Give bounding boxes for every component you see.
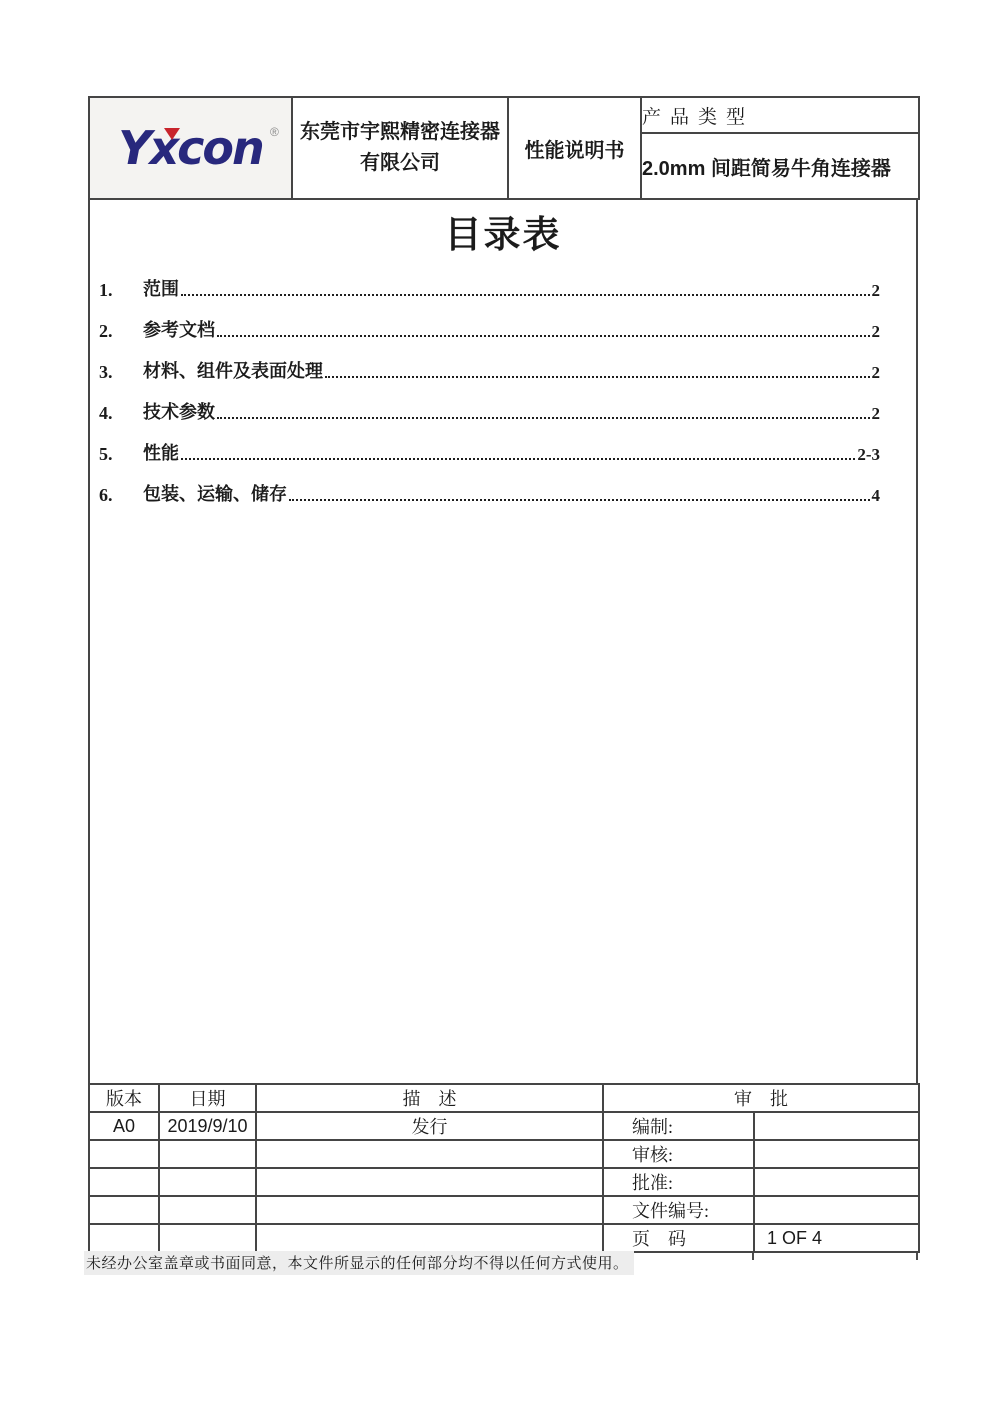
toc-title: 目录表 xyxy=(444,215,562,256)
toc-item xyxy=(99,301,880,342)
col-header-approval: 审 批 xyxy=(603,1084,919,1112)
date-cell xyxy=(159,1224,256,1252)
toc-item-number: 6. xyxy=(99,485,113,505)
page-number-label-cell: 页 码 xyxy=(603,1224,754,1252)
revision-table xyxy=(88,1083,920,1253)
revision-row xyxy=(89,1196,919,1224)
revision-table-header xyxy=(89,1084,919,1112)
toc-item-label: 范围 xyxy=(143,279,179,299)
version-cell xyxy=(89,1196,159,1224)
col-header-version: 版本 xyxy=(89,1084,159,1112)
toc-item-label: 性能 xyxy=(143,443,179,463)
toc-item-page: 2 xyxy=(871,363,880,382)
toc-item-number: 2. xyxy=(99,321,113,341)
col-header-description: 描 述 xyxy=(256,1084,603,1112)
header-table xyxy=(88,96,920,200)
dot-leader xyxy=(181,458,855,460)
description-cell: 发行 xyxy=(256,1112,603,1140)
description-cell xyxy=(256,1196,603,1224)
toc-item-page: 2 xyxy=(871,281,880,300)
toc-item-page: 4 xyxy=(871,486,880,505)
toc-item xyxy=(99,260,880,301)
logo-cell xyxy=(89,97,292,199)
revision-row xyxy=(89,1224,919,1252)
dot-leader xyxy=(217,335,870,337)
date-cell: 2019/9/10 xyxy=(159,1112,256,1140)
logo-text: Yxcon xyxy=(118,121,263,175)
version-cell: A0 xyxy=(89,1112,159,1140)
toc-item-page: 2-3 xyxy=(857,445,880,464)
toc-item xyxy=(99,424,880,465)
dot-leader xyxy=(325,376,870,378)
approval-label-cell: 批准: xyxy=(603,1168,754,1196)
toc-section xyxy=(88,200,918,1083)
approval-label-cell: 审核: xyxy=(603,1140,754,1168)
toc-item-number: 4. xyxy=(99,403,113,423)
toc-item-page: 2 xyxy=(871,404,880,423)
description-cell xyxy=(256,1224,603,1252)
approval-value-cell xyxy=(754,1196,919,1224)
company-name-line1: 东莞市宇熙精密连接器 xyxy=(300,121,500,143)
approval-label-cell: 编制: xyxy=(603,1112,754,1140)
revision-row xyxy=(89,1168,919,1196)
company-name-cell xyxy=(292,97,508,199)
table-gridline-stub xyxy=(916,1253,918,1260)
toc-item-label: 材料、组件及表面处理 xyxy=(143,361,323,381)
product-name: 2.0mm 间距简易牛角连接器 xyxy=(641,133,919,199)
approval-value-cell xyxy=(754,1168,919,1196)
version-cell xyxy=(89,1168,159,1196)
dot-leader xyxy=(289,499,870,501)
date-cell xyxy=(159,1168,256,1196)
footer-notice: 未经办公室盖章或书面同意，本文件所显示的任何部分均不得以任何方式使用。 xyxy=(84,1251,634,1275)
doc-type-cell: 性能说明书 xyxy=(508,97,641,199)
toc-item-label: 参考文档 xyxy=(143,320,215,340)
company-logo xyxy=(108,121,279,175)
toc-item xyxy=(99,383,880,424)
toc-item-label: 技术参数 xyxy=(143,402,215,422)
company-name-line2: 有限公司 xyxy=(360,152,440,174)
dot-leader xyxy=(217,417,870,419)
toc-item-number: 1. xyxy=(99,280,113,300)
logo-triangle-icon xyxy=(164,128,180,140)
toc-item xyxy=(99,465,880,506)
approval-label-cell: 文件编号: xyxy=(603,1196,754,1224)
toc-item-number: 3. xyxy=(99,362,113,382)
toc-item-label: 包装、运输、储存 xyxy=(143,484,287,504)
toc-item-page: 2 xyxy=(871,322,880,341)
col-header-date: 日期 xyxy=(159,1084,256,1112)
toc-list xyxy=(90,260,916,506)
approval-value-cell xyxy=(754,1140,919,1168)
version-cell xyxy=(89,1140,159,1168)
version-cell xyxy=(89,1224,159,1252)
approval-value-cell xyxy=(754,1112,919,1140)
description-cell xyxy=(256,1168,603,1196)
date-cell xyxy=(159,1196,256,1224)
dot-leader xyxy=(181,294,870,296)
toc-item xyxy=(99,342,880,383)
date-cell xyxy=(159,1140,256,1168)
revision-row xyxy=(89,1112,919,1140)
description-cell xyxy=(256,1140,603,1168)
page-number-value-cell: 1 OF 4 xyxy=(754,1224,919,1252)
product-type-label: 产品类型 xyxy=(641,97,919,133)
toc-item-number: 5. xyxy=(99,444,113,464)
registered-trademark-icon: ® xyxy=(269,125,279,139)
table-gridline-stub xyxy=(752,1253,754,1260)
revision-row xyxy=(89,1140,919,1168)
